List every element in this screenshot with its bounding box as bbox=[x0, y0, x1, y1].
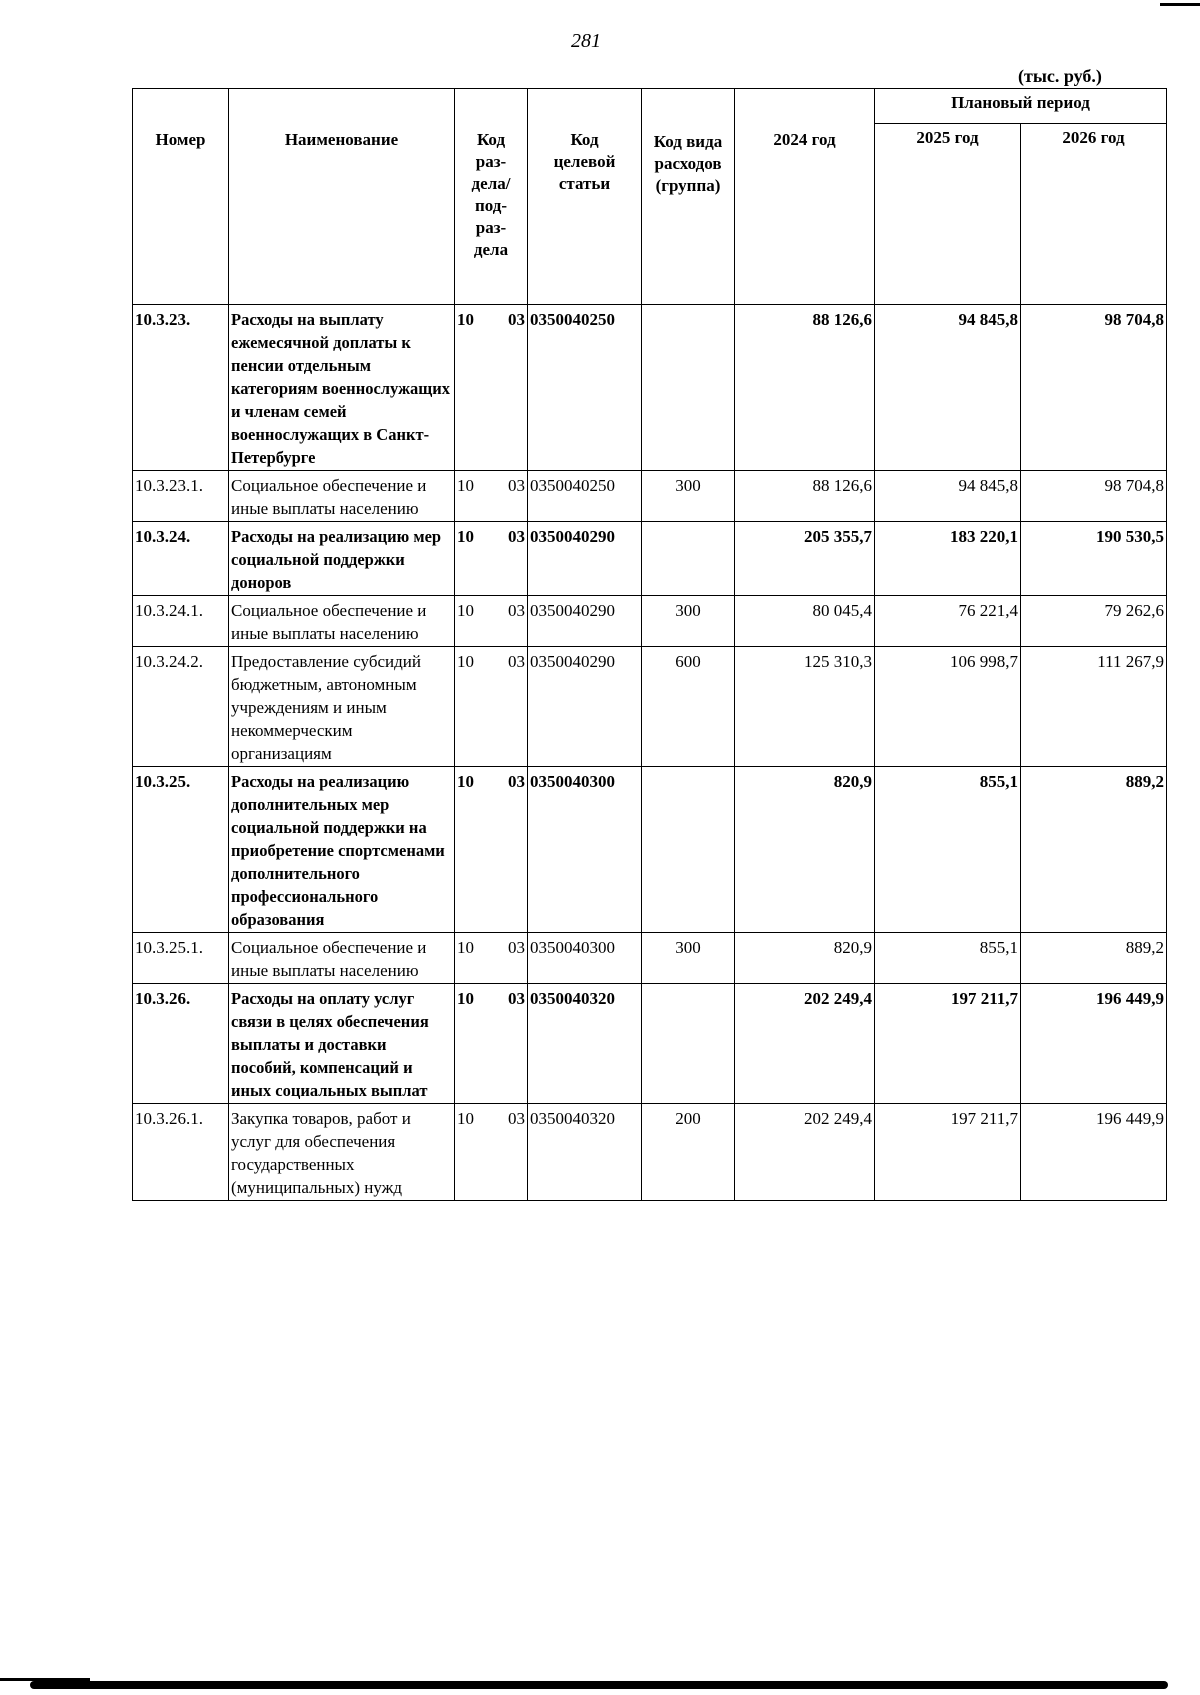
row-value-2026: 190 530,5 bbox=[1021, 522, 1167, 596]
row-section-code bbox=[455, 1104, 528, 1201]
row-expense-type bbox=[642, 522, 735, 596]
row-section: 10 bbox=[457, 601, 474, 620]
row-number: 10.3.25.1. bbox=[133, 933, 229, 984]
row-section: 10 bbox=[457, 310, 474, 329]
row-number: 10.3.23.1. bbox=[133, 471, 229, 522]
row-value-2025: 855,1 bbox=[875, 933, 1021, 984]
row-expense-type: 300 bbox=[642, 933, 735, 984]
row-subsection: 03 bbox=[508, 938, 525, 957]
row-value-2025: 197 211,7 bbox=[875, 1104, 1021, 1201]
row-section-code bbox=[455, 522, 528, 596]
row-name: Расходы на выплату ежемесячной доплаты к пенсии отдельным категориям военнослужащих и членам семей военнослужащих в Санкт-Петербурге bbox=[229, 305, 455, 471]
row-value-2024: 205 355,7 bbox=[735, 522, 875, 596]
row-section-code bbox=[455, 984, 528, 1104]
row-section-code bbox=[455, 647, 528, 767]
row-name: Социальное обеспечение и иные выплаты населению bbox=[229, 471, 455, 522]
table-row bbox=[133, 522, 1167, 596]
row-value-2025: 94 845,8 bbox=[875, 471, 1021, 522]
row-section-code bbox=[455, 305, 528, 471]
table-row bbox=[133, 647, 1167, 767]
page-number: 281 bbox=[571, 30, 601, 52]
row-section: 10 bbox=[457, 1109, 474, 1128]
row-section: 10 bbox=[457, 476, 474, 495]
row-expense-type bbox=[642, 305, 735, 471]
row-value-2025: 855,1 bbox=[875, 767, 1021, 933]
row-target-code: 0350040300 bbox=[528, 767, 642, 933]
row-target-code: 0350040250 bbox=[528, 471, 642, 522]
row-section: 10 bbox=[457, 527, 474, 546]
row-subsection: 03 bbox=[508, 1109, 525, 1128]
row-subsection: 03 bbox=[508, 310, 525, 329]
row-value-2025: 76 221,4 bbox=[875, 596, 1021, 647]
row-value-2024: 88 126,6 bbox=[735, 305, 875, 471]
row-subsection: 03 bbox=[508, 772, 525, 791]
row-name: Расходы на реализацию дополнительных мер социальной поддержки на приобретение спортсменами дополнительного профессионального образования bbox=[229, 767, 455, 933]
row-value-2024: 202 249,4 bbox=[735, 984, 875, 1104]
table-body bbox=[133, 305, 1167, 1201]
row-number: 10.3.24.2. bbox=[133, 647, 229, 767]
row-section: 10 bbox=[457, 938, 474, 957]
row-value-2026: 889,2 bbox=[1021, 933, 1167, 984]
row-expense-type: 300 bbox=[642, 596, 735, 647]
row-section: 10 bbox=[457, 652, 474, 671]
header-section-code: Код раз- дела/ под- раз- дела bbox=[455, 89, 528, 305]
row-target-code: 0350040290 bbox=[528, 596, 642, 647]
row-section-code bbox=[455, 471, 528, 522]
row-value-2026: 889,2 bbox=[1021, 767, 1167, 933]
header-target-code: Код целевой статьи bbox=[528, 89, 642, 305]
header-number: Номер bbox=[133, 89, 229, 305]
table-row bbox=[133, 933, 1167, 984]
units-label: (тыс. руб.) bbox=[1018, 66, 1102, 86]
table-row bbox=[133, 984, 1167, 1104]
row-value-2025: 183 220,1 bbox=[875, 522, 1021, 596]
row-value-2025: 106 998,7 bbox=[875, 647, 1021, 767]
table-row bbox=[133, 596, 1167, 647]
row-expense-type bbox=[642, 767, 735, 933]
row-target-code: 0350040320 bbox=[528, 984, 642, 1104]
table-row bbox=[133, 767, 1167, 933]
row-expense-type: 200 bbox=[642, 1104, 735, 1201]
row-target-code: 0350040290 bbox=[528, 522, 642, 596]
row-target-code: 0350040250 bbox=[528, 305, 642, 471]
row-name: Социальное обеспечение и иные выплаты населению bbox=[229, 596, 455, 647]
row-name: Закупка товаров, работ и услуг для обеспечения государственных (муниципальных) нужд bbox=[229, 1104, 455, 1201]
header-2024: 2024 год bbox=[735, 89, 875, 305]
row-value-2026: 111 267,9 bbox=[1021, 647, 1167, 767]
row-section: 10 bbox=[457, 989, 474, 1008]
row-value-2026: 79 262,6 bbox=[1021, 596, 1167, 647]
table-row bbox=[133, 305, 1167, 471]
row-expense-type: 600 bbox=[642, 647, 735, 767]
row-name: Социальное обеспечение и иные выплаты населению bbox=[229, 933, 455, 984]
row-number: 10.3.23. bbox=[133, 305, 229, 471]
row-value-2026: 98 704,8 bbox=[1021, 471, 1167, 522]
row-value-2025: 94 845,8 bbox=[875, 305, 1021, 471]
row-value-2025: 197 211,7 bbox=[875, 984, 1021, 1104]
row-subsection: 03 bbox=[508, 652, 525, 671]
row-value-2024: 125 310,3 bbox=[735, 647, 875, 767]
row-number: 10.3.26. bbox=[133, 984, 229, 1104]
scan-bottom-bar bbox=[30, 1681, 1168, 1689]
row-subsection: 03 bbox=[508, 476, 525, 495]
row-number: 10.3.24.1. bbox=[133, 596, 229, 647]
row-value-2024: 820,9 bbox=[735, 933, 875, 984]
row-name: Предоставление субсидий бюджетным, автономным учреждениям и иным некоммерческим организациям bbox=[229, 647, 455, 767]
row-name: Расходы на реализацию мер социальной поддержки доноров bbox=[229, 522, 455, 596]
row-subsection: 03 bbox=[508, 989, 525, 1008]
corner-scan-mark bbox=[1160, 3, 1200, 6]
header-row bbox=[133, 89, 1167, 124]
row-section-code bbox=[455, 767, 528, 933]
row-section: 10 bbox=[457, 772, 474, 791]
row-value-2024: 80 045,4 bbox=[735, 596, 875, 647]
row-name: Расходы на оплату услуг связи в целях обеспечения выплаты и доставки пособий, компенсаций и иных социальных выплат bbox=[229, 984, 455, 1104]
row-expense-type: 300 bbox=[642, 471, 735, 522]
row-subsection: 03 bbox=[508, 527, 525, 546]
row-expense-type bbox=[642, 984, 735, 1104]
header-2025: 2025 год bbox=[875, 124, 1021, 305]
row-section-code bbox=[455, 596, 528, 647]
row-value-2024: 820,9 bbox=[735, 767, 875, 933]
header-expense-type: Код вида расходов (группа) bbox=[642, 89, 735, 305]
row-target-code: 0350040290 bbox=[528, 647, 642, 767]
row-subsection: 03 bbox=[508, 601, 525, 620]
table-row bbox=[133, 471, 1167, 522]
row-value-2024: 202 249,4 bbox=[735, 1104, 875, 1201]
row-number: 10.3.25. bbox=[133, 767, 229, 933]
header-2026: 2026 год bbox=[1021, 124, 1167, 305]
row-value-2026: 196 449,9 bbox=[1021, 1104, 1167, 1201]
row-number: 10.3.24. bbox=[133, 522, 229, 596]
budget-table bbox=[132, 88, 1167, 1201]
table-row bbox=[133, 1104, 1167, 1201]
row-section-code bbox=[455, 933, 528, 984]
row-target-code: 0350040300 bbox=[528, 933, 642, 984]
row-value-2026: 196 449,9 bbox=[1021, 984, 1167, 1104]
header-name: Наименование bbox=[229, 89, 455, 305]
row-target-code: 0350040320 bbox=[528, 1104, 642, 1201]
row-value-2026: 98 704,8 bbox=[1021, 305, 1167, 471]
header-planned-period: Плановый период bbox=[875, 89, 1167, 124]
row-value-2024: 88 126,6 bbox=[735, 471, 875, 522]
row-number: 10.3.26.1. bbox=[133, 1104, 229, 1201]
